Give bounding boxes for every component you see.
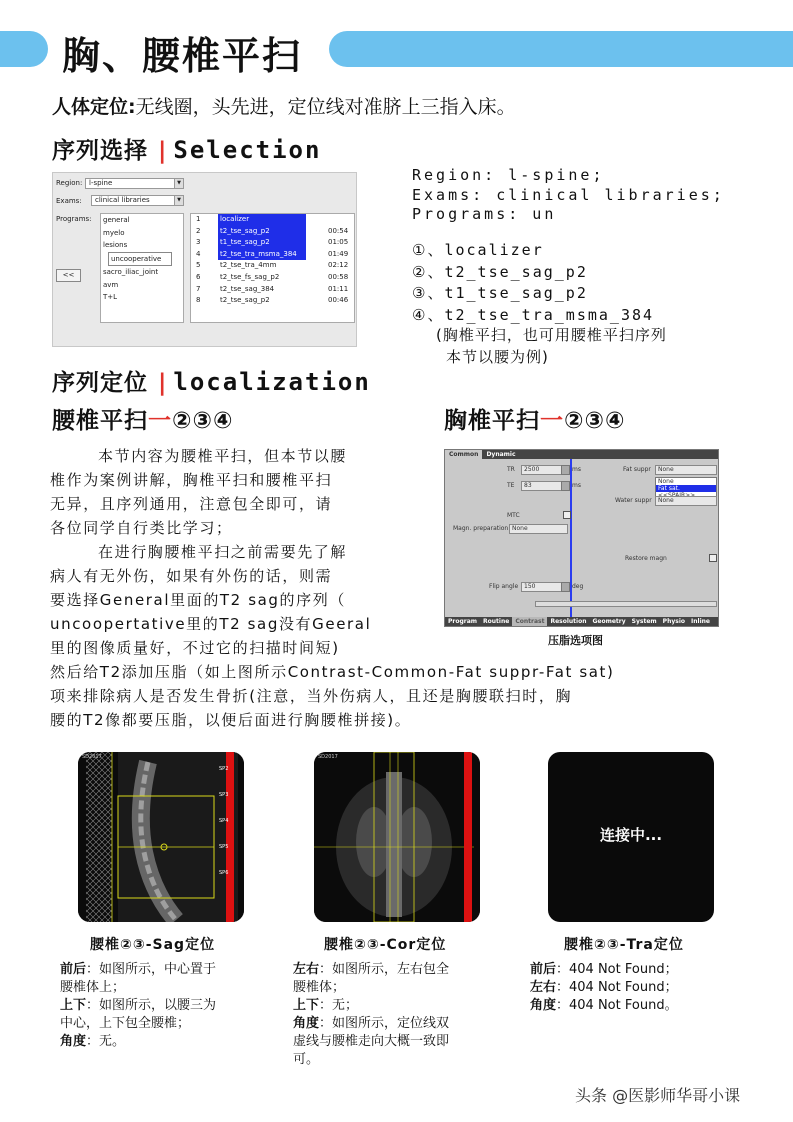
sequence-row[interactable] xyxy=(191,272,354,284)
heading-divider: | xyxy=(158,370,168,396)
description-line xyxy=(60,1033,270,1051)
region-label: Region: xyxy=(56,179,83,187)
tab-dynamic[interactable]: Dynamic xyxy=(486,451,516,458)
program-item[interactable]: sacro_iliac_joint xyxy=(103,268,159,276)
description-line xyxy=(293,1051,503,1069)
subheading-text: 腰椎平扫 xyxy=(52,408,148,434)
magn-prep-label: Magn. preparation xyxy=(453,525,509,532)
te-label: TE xyxy=(507,482,515,489)
description-value: ：无。 xyxy=(86,1034,126,1049)
sequence-name: t2_tse_sag_384 xyxy=(220,284,275,293)
positioning-text: 无线圈，头先进，定位线对准脐上三指入床。 xyxy=(135,96,516,118)
sequence-row[interactable] xyxy=(191,295,354,307)
flip-angle-stepper[interactable] xyxy=(561,582,570,592)
sequence-name: localizer xyxy=(218,214,306,226)
tr-stepper[interactable] xyxy=(561,465,570,475)
sequence-selection-item: ③、t1_tse_sag_p2 xyxy=(412,284,588,302)
description-value: ：如图所示，左右包全 xyxy=(319,962,450,977)
exams-label: Exams: xyxy=(56,197,82,205)
coronal-image xyxy=(314,752,480,922)
sequence-time: 02:12 xyxy=(328,261,349,270)
description-key: 左右 xyxy=(530,980,557,995)
subheading-lumbar xyxy=(52,402,233,435)
description-key: 角度 xyxy=(530,998,557,1013)
chevron-down-icon: ▼ xyxy=(174,196,183,205)
description-value: ：如图所示，中心置于 xyxy=(86,962,217,977)
top-tabs xyxy=(445,450,718,459)
description-line xyxy=(60,997,270,1015)
description-key: 角度 xyxy=(60,1034,87,1049)
side-label: SP2 xyxy=(219,766,229,772)
mtc-checkbox[interactable] xyxy=(563,511,571,519)
page-title: 胸、腰椎平扫 xyxy=(62,34,303,78)
side-label: SP5 xyxy=(219,844,229,850)
region-value: l-spine xyxy=(89,179,113,187)
description-line xyxy=(293,1033,503,1051)
tr-unit: ms xyxy=(572,466,581,473)
fat-suppr-dropdown[interactable]: None xyxy=(655,465,717,475)
fat-suppr-label: Fat suppr xyxy=(623,466,651,473)
te-stepper[interactable] xyxy=(561,481,570,491)
te-unit: ms xyxy=(572,482,581,489)
tab-geometry[interactable]: Geometry xyxy=(592,618,626,625)
sequence-row[interactable] xyxy=(191,284,354,296)
sequence-selection-item: ②、t2_tse_sag_p2 xyxy=(412,262,588,281)
option-selected[interactable]: Fat sat. xyxy=(656,485,716,492)
localization-heading xyxy=(52,364,371,397)
back-button[interactable]: << xyxy=(56,269,81,282)
tr-label: TR xyxy=(507,466,515,473)
heading-divider: | xyxy=(158,138,168,164)
tab-common[interactable]: Common xyxy=(445,450,482,459)
description-key: 上下 xyxy=(60,998,87,1013)
sequence-row[interactable] xyxy=(191,237,354,249)
flip-angle-unit: deg xyxy=(572,583,584,590)
subheading-text: 胸椎平扫 xyxy=(444,408,540,434)
subheading-thoracic xyxy=(444,402,625,435)
info-programs: Programs: un xyxy=(412,205,557,223)
sequence-number: 6 xyxy=(196,272,201,281)
sequence-row[interactable] xyxy=(191,260,354,272)
paragraph-line: 病人有无外伤，如果有外伤的话，则需 xyxy=(50,567,333,585)
title-bar-left xyxy=(0,31,48,67)
sequence-time: 01:11 xyxy=(328,284,349,293)
slider-track[interactable] xyxy=(535,601,717,607)
description-value: 腰椎体上； xyxy=(60,980,126,995)
programs-label: Programs: xyxy=(56,215,92,223)
subheading-nums: ②③④ xyxy=(564,408,626,434)
programs-list xyxy=(100,213,184,323)
paragraph-line: 然后给T2添加压脂（如上图所示Contrast-Common-Fat suppr-Fat sat) xyxy=(50,663,615,681)
description-line xyxy=(530,961,730,979)
image-label: SD2017 xyxy=(82,754,102,760)
sequence-selection-list xyxy=(412,240,654,326)
description-line xyxy=(60,979,270,997)
title-bar-right xyxy=(329,31,793,67)
connecting-text: 连接中... xyxy=(599,826,663,844)
sequence-name: t2_tse_sag_p2 xyxy=(218,226,306,238)
flip-angle-label: Flip angle xyxy=(489,583,519,590)
tab-system[interactable]: System xyxy=(631,618,657,625)
program-item[interactable]: T+L xyxy=(103,293,118,301)
panel-description xyxy=(293,961,503,1069)
subheading-dash: 一 xyxy=(148,408,172,434)
tab-resolution[interactable]: Resolution xyxy=(550,618,587,625)
paragraph-line: uncoopertative里的T2 sag没有Geeral xyxy=(50,615,372,633)
panel-title: 腰椎②③-Tra定位 xyxy=(564,937,684,953)
side-labels xyxy=(219,756,228,886)
program-item[interactable]: lesions xyxy=(103,241,128,249)
paragraph-line: 本节内容为腰椎平扫，但本节以腰 xyxy=(98,447,348,465)
source-watermark: 头条 @医影师华哥小课 xyxy=(575,1086,741,1105)
panel-description xyxy=(530,961,730,1015)
sequence-row[interactable] xyxy=(191,226,354,238)
paragraph-line: 要选择General里面的T2 sag的序列（ xyxy=(50,591,346,609)
sequence-number: 1 xyxy=(196,215,201,223)
paragraph-full xyxy=(50,660,750,732)
description-key: 上下 xyxy=(293,998,320,1013)
option[interactable]: None xyxy=(658,478,674,485)
tab-physio[interactable]: Physio xyxy=(662,618,686,625)
paragraph-line: 里的图像质量好，不过它的扫描时间短) xyxy=(50,639,340,657)
mtc-label: MTC xyxy=(507,512,520,519)
info-region: Region: l-spine; xyxy=(412,166,605,184)
program-item[interactable]: uncooperative xyxy=(108,252,172,267)
sagittal-image xyxy=(78,752,244,922)
image-label: SD2017 xyxy=(318,754,338,760)
paragraph-line: 项来排除病人是否发生骨折(注意，当外伤病人，且还是胸腰联扫时，胸 xyxy=(50,687,573,705)
selection-heading xyxy=(52,132,321,165)
side-label: SP4 xyxy=(219,818,229,824)
side-label: SP3 xyxy=(219,792,229,798)
selection-note xyxy=(436,324,667,368)
description-value: ：404 Not Found。 xyxy=(556,998,678,1013)
description-line xyxy=(293,997,503,1015)
restore-magn-label: Restore magn xyxy=(625,555,667,562)
sequence-number: 8 xyxy=(196,296,201,305)
description-line xyxy=(293,979,503,997)
positioning-label: 人体定位: xyxy=(52,96,136,118)
sequence-name: t2_tse_sag_p2 xyxy=(220,296,270,305)
sequence-time: 01:05 xyxy=(328,238,349,247)
description-line xyxy=(60,961,270,979)
panel-description xyxy=(60,961,270,1051)
description-line xyxy=(530,979,730,997)
description-value: ：如图所示，定位线双 xyxy=(319,1016,450,1031)
description-value: 腰椎体； xyxy=(293,980,346,995)
magn-prep-dropdown[interactable]: None xyxy=(509,524,568,534)
description-key: 前后 xyxy=(60,962,87,977)
description-value: 虚线与腰椎走向大概一致即 xyxy=(293,1034,450,1049)
description-value: ：无； xyxy=(319,998,359,1013)
description-key: 左右 xyxy=(293,962,320,977)
tab-sequence[interactable]: Se xyxy=(448,627,457,634)
paragraph-line: 在进行胸腰椎平扫之前需要先了解 xyxy=(98,543,348,561)
positioning-line xyxy=(52,92,516,119)
bottom-tabs xyxy=(445,617,718,634)
selection-heading-cn: 序列选择 xyxy=(52,138,148,164)
description-value: ：404 Not Found； xyxy=(556,980,678,995)
panel-title: 腰椎②③-Cor定位 xyxy=(324,937,447,953)
info-exams: Exams: clinical libraries; xyxy=(412,185,725,204)
sequence-list xyxy=(190,213,355,323)
restore-magn-checkbox[interactable] xyxy=(709,554,717,562)
subheading-dash: 一 xyxy=(540,408,564,434)
panel-title: 腰椎②③-Sag定位 xyxy=(90,937,216,953)
tab-inline[interactable]: Inline xyxy=(691,618,710,625)
paragraph-line: 各位同学自行类比学习； xyxy=(50,519,233,537)
exams-value: clinical libraries xyxy=(95,196,150,204)
sequence-number: 5 xyxy=(196,261,201,270)
sequence-number: 7 xyxy=(196,284,201,293)
description-line xyxy=(293,1015,503,1033)
water-suppr-dropdown[interactable]: None xyxy=(655,496,717,506)
sequence-selection-item: ④、t2_tse_tra_msma_384 xyxy=(412,305,655,324)
sequence-number: 4 xyxy=(196,249,201,258)
sequence-name: t2_tse_fs_sag_p2 xyxy=(220,272,280,281)
te-field[interactable]: 83 xyxy=(521,481,563,491)
description-line xyxy=(530,997,730,1015)
transverse-image-placeholder xyxy=(548,752,714,922)
selection-heading-en: Selection xyxy=(173,136,322,164)
sequence-name: t2_tse_tra_4mm xyxy=(220,261,277,270)
tab-routine[interactable]: Routine xyxy=(483,618,510,625)
subheading-nums: ②③④ xyxy=(172,408,234,434)
description-line xyxy=(60,1015,270,1033)
program-item[interactable]: general xyxy=(103,216,130,224)
sequence-time: 00:58 xyxy=(328,272,349,281)
paragraph-line: 无异，且序列通用，注意包全即可，请 xyxy=(50,495,333,513)
fat-suppression-screenshot xyxy=(444,449,719,634)
sequence-time: 01:49 xyxy=(328,249,349,258)
sequence-name: t2_tse_tra_msma_384 xyxy=(218,249,306,261)
description-line xyxy=(293,961,503,979)
paragraph-line: 椎作为案例讲解，胸椎平扫和腰椎平扫 xyxy=(50,471,333,489)
flip-angle-field[interactable]: 150 xyxy=(521,582,563,592)
description-value: 中心，上下包全腰椎； xyxy=(60,1016,191,1031)
sequence-time: 00:46 xyxy=(328,296,349,305)
tr-field[interactable]: 2500 xyxy=(521,465,563,475)
description-value: ：404 Not Found； xyxy=(556,962,678,977)
sequence-name: t1_tse_sag_p2 xyxy=(218,237,306,249)
water-suppr-label: Water suppr xyxy=(615,497,652,504)
program-info xyxy=(412,166,725,225)
region-dropdown[interactable] xyxy=(85,178,184,189)
program-item[interactable]: avm xyxy=(103,280,119,289)
tab-program[interactable]: Program xyxy=(448,618,478,625)
exams-dropdown[interactable] xyxy=(91,195,184,206)
sequence-number: 3 xyxy=(196,238,201,247)
screenshot-caption: 压脂选项图 xyxy=(548,634,603,647)
description-key: 角度 xyxy=(293,1016,320,1031)
description-key: 前后 xyxy=(530,962,557,977)
description-value: 可。 xyxy=(293,1052,320,1067)
localization-heading-en: localization xyxy=(173,368,371,396)
tab-contrast[interactable]: Contrast xyxy=(512,617,547,626)
selection-panel xyxy=(52,172,357,347)
paragraph-intro xyxy=(50,444,430,660)
sequence-row[interactable] xyxy=(191,249,354,261)
sequence-row[interactable] xyxy=(191,214,354,226)
side-label: SP6 xyxy=(219,870,229,876)
sequence-number: 2 xyxy=(196,226,201,235)
chevron-down-icon: ▼ xyxy=(174,179,183,188)
paragraph-line: 腰的T2像都要压脂，以便后面进行胸腰椎拼接)。 xyxy=(50,711,412,729)
description-value: ：如图所示，以腰三为 xyxy=(86,998,217,1013)
note-line: 本节以腰为例) xyxy=(446,348,549,366)
sequence-selection-item: ①、localizer xyxy=(412,241,544,259)
localization-heading-cn: 序列定位 xyxy=(52,370,148,396)
program-item[interactable]: myelo xyxy=(103,228,125,237)
note-line: (胸椎平扫，也可用腰椎平扫序列 xyxy=(436,326,667,344)
sequence-time: 00:54 xyxy=(328,226,349,235)
